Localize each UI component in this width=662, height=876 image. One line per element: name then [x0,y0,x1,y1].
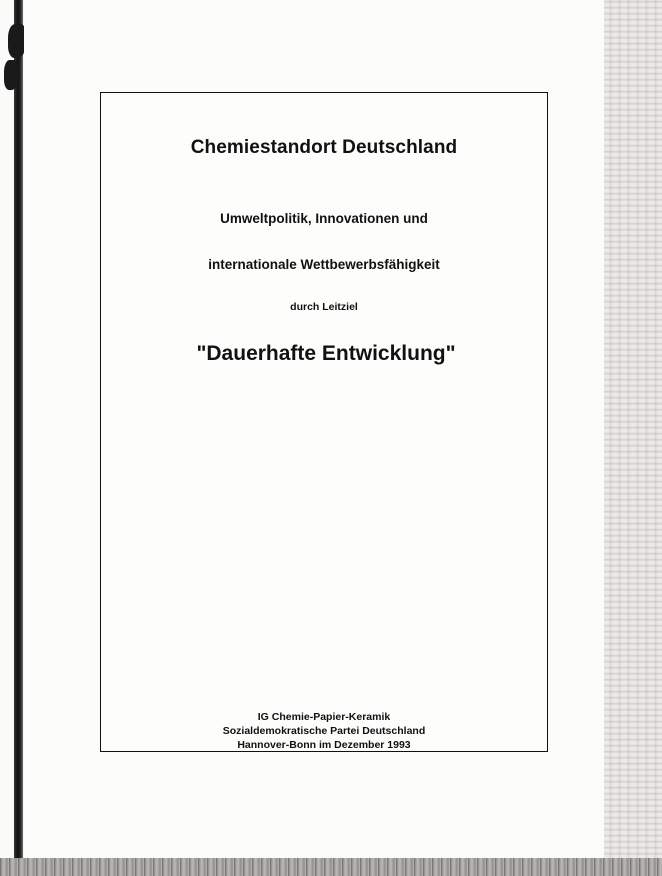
document-title: Chemiestandort Deutschland [190,137,458,158]
binding-blot [4,60,18,90]
scan-noise-bottom [0,858,662,876]
scan-noise-right [604,0,662,876]
subtitle-line-1: Umweltpolitik, Innovationen und [220,211,428,226]
binding-shadow-strip [14,0,23,860]
footer-line-2: Sozialdemokratische Partei Deutschland [222,725,426,737]
footer-line-1: IG Chemie-Papier-Keramik [257,711,391,723]
footer-line-3: Hannover-Bonn im Dezember 1993 [237,739,411,751]
durch-leitziel-line: durch Leitziel [290,301,358,313]
subtitle-line-2: internationale Wettbewerbsfähigkeit [208,257,440,272]
title-page-frame [100,92,548,752]
motto-heading: "Dauerhafte Entwicklung" [196,342,456,365]
publisher-footer [101,710,547,752]
